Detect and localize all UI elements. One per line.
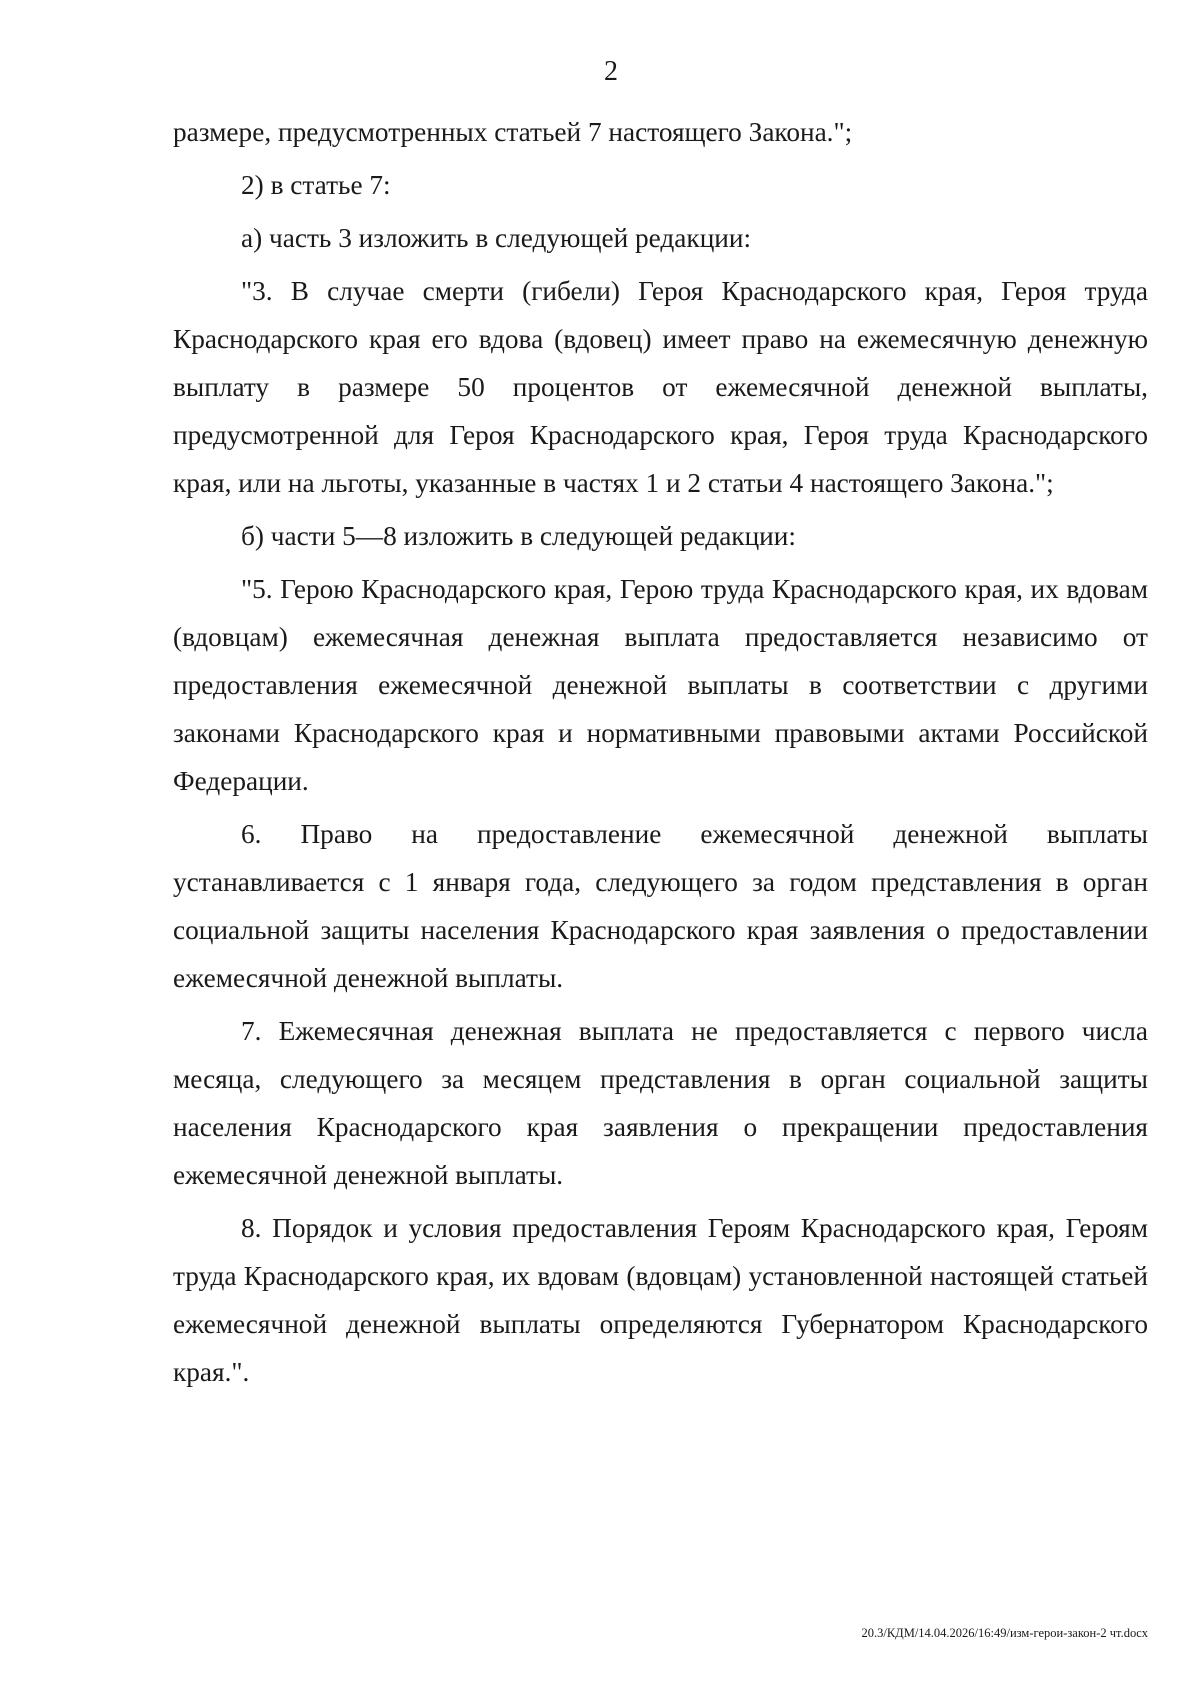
paragraph-item-b: б) части 5—8 изложить в следующей редакции: bbox=[241, 521, 796, 551]
paragraph-item-a: а) часть 3 изложить в следующей редакции: bbox=[241, 223, 752, 253]
paragraph-part-6: 6. Право на предоставление ежемесячной денежной выплаты устанавливается с 1 января года, следующего за годом представления в орган социальной защиты населения Краснодарского края заявления о предоставлении ежемесячной денежной выплаты. bbox=[173, 819, 1148, 993]
file-reference-footer: 20.3/КДМ/14.04.2026/16:49/изм-герои-закон-2 чт.docx bbox=[861, 1626, 1148, 1640]
paragraph-part-7: 7. Ежемесячная денежная выплата не предоставляется с первого числа месяца, следующего за месяцем представления в орган социальной защиты населения Краснодарского края заявления о прекращении предоставления ежемесячной денежной выплаты. bbox=[173, 1016, 1148, 1190]
paragraph-part-5: "5. Герою Краснодарского края, Герою труда Краснодарского края, их вдовам (вдовцам) ежемесячная денежная выплата предоставляется независимо от предоставления ежемесячной денежной выплаты в соответствии с другими законами Краснодарского края и нормативными правовыми актами Российской Федерации. bbox=[173, 574, 1148, 796]
paragraph-item-2: 2) в статье 7: bbox=[241, 170, 391, 200]
document-body bbox=[173, 108, 1148, 1396]
paragraph-part-3: "3. В случае смерти (гибели) Героя Краснодарского края, Героя труда Краснодарского края его вдова (вдовец) имеет право на ежемесячную денежную выплату в размере 50 процентов от ежемесячной денежной выплаты, предусмотренной для Героя Краснодарского края, Героя труда Краснодарского края, или на льготы, указанные в частях 1 и 2 статьи 4 настоящего Закона."; bbox=[173, 276, 1148, 498]
page-number: 2 bbox=[604, 56, 618, 87]
paragraph-continuation: размере, предусмотренных статьей 7 настоящего Закона."; bbox=[173, 117, 853, 147]
paragraph-part-8: 8. Порядок и условия предоставления Героям Краснодарского края, Героям труда Краснодарского края, их вдовам (вдовцам) установленной настоящей статьей ежемесячной денежной выплаты определяются Губернатором Краснодарского края.". bbox=[173, 1213, 1148, 1387]
